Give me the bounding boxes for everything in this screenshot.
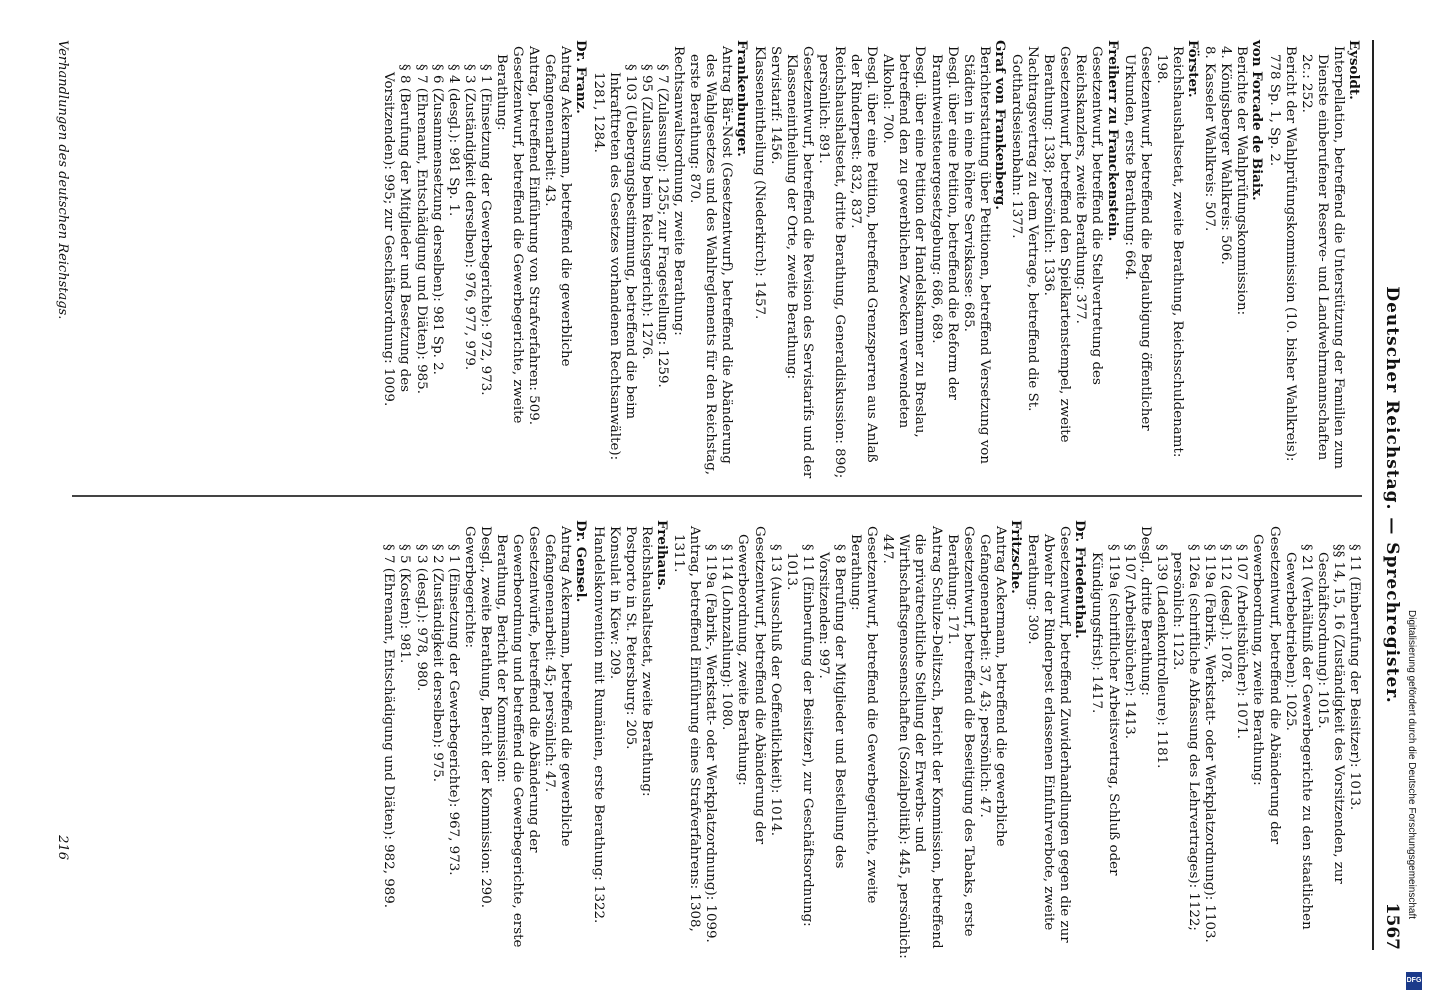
entry-line: Antrag, betreffend Einführung eines Strafverfahrens: 1308, 1311. <box>671 526 703 932</box>
register-entry <box>1088 520 1362 960</box>
entry-line: § 3 (Zuständigkeit derselben): 976, 977, 979. <box>461 64 477 371</box>
entry-line: Rechtsanwaltsordnung, zweite Berathung: <box>671 46 687 336</box>
entry-line: Antrag Ackermann, betreffend die gewerbliche Gefangenenarbeit: 43. <box>542 46 574 367</box>
entry-line: § 139 (Ladenkontrolleure): 1181. <box>1153 544 1169 769</box>
entry-line: Berichte der Wahlprüfungskommission: <box>1234 46 1250 316</box>
speaker-name: Freiherr zu Franckenstein. <box>1104 40 1121 242</box>
entry-line: Gewerbegerichte: <box>461 526 477 649</box>
entry-line: § 103 (Uebergangsbestimmung, betreffend die beim Inkrafttreten des Gesetzes vorhandenen Rechtsanwälte): 1281, 1284. <box>590 64 638 461</box>
funding-note: Digitalisierung gefördert durch die Deutsche Forschungsgemeinschaft <box>1406 610 1417 920</box>
entry-line: § 21 (Verhältniß der Gewerbegerichte zu den staatlichen Gewerbebetrieben): 1025. <box>1282 544 1314 930</box>
register-entry <box>1008 40 1121 480</box>
entry-line: Reichshaushaltsetat, dritte Berathung, Generaldiskussion: 890; persönlich: 891. <box>815 46 847 479</box>
speaker-name: Fritzsche. <box>1008 520 1025 594</box>
entry-line: § 126a (schriftliche Abfassung des Lehrvertrages): 1122; persönlich: 1123. <box>1169 544 1202 931</box>
entry-line: Gesetzentwurf, betreffend Zuwiderhandlungen gegen die zur Abwehr der Rinderpest erlassenen Einfuhrverbote, zweite Berathung: 309. <box>1025 526 1073 943</box>
entry-line: § 1 (Einsetzung der Gewerbegerichte): 967, 973. <box>445 544 461 876</box>
entry-line: Antrag, betreffend Einführung von Strafverfahren: 509. <box>526 46 542 425</box>
entry-line: Postporto in St. Petersburg: 205. <box>622 526 638 750</box>
entry-line: Antrag Ackermann, betreffend die gewerbliche Gefangenenarbeit: 37, 43; persönlich: 47. <box>976 526 1008 847</box>
entry-line: Desgl. über eine Petition, betreffend die Reform der Branntweinsteuergesetzgebung: 686, 689. <box>928 46 960 400</box>
entry-line: Konsulat in Kiew: 209. <box>606 526 622 680</box>
footer-left: Verhandlungen des deutschen Reichstags. <box>55 40 70 320</box>
entry-line: § 6 (Zusammensetzung derselben): 981 Sp. 2. <box>429 64 445 375</box>
entry-line: Gesetzentwurf, betreffend die Beseitigung des Tabaks, erste Berathung: 171. <box>944 526 976 937</box>
entry-line: 4. Königsberger Wahlkreis: 506. <box>1218 46 1234 265</box>
entry-line: § 11 (Einberufung der Beisitzer): 1013. <box>1347 544 1362 811</box>
footer-page-number: 216 <box>55 835 70 860</box>
register-entry <box>1201 40 1265 480</box>
entry-line: § 8 Berufung der Mitglieder und Bestellung des Vorsitzenden: 997. <box>815 544 847 869</box>
page-number: 1567 <box>1382 902 1402 950</box>
entry-line: § 95 (Zulassung beim Reichsgericht): 1276. <box>638 64 654 360</box>
entry-line: § 7 (Ehrenamt, Entschädigung und Diäten): 982, 989. <box>381 544 397 909</box>
entry-line: § 8 (Berufung der Mitglieder und Besetzung des Vorsitzenden): 995; zur Geschäftsordnung: 1009. <box>381 64 413 407</box>
entry-line: Klasseneintheilung (Niederkirch): 1457. <box>751 46 767 320</box>
entry-line: §§ 14, 15, 16 (Zuständigkeit des Vorsitzenden, zur Geschäftsordnung): 1015. <box>1314 544 1346 884</box>
speaker-name: Frankenburger. <box>734 40 751 157</box>
entry-line: Interpellation, betreffend die Unterstützung der Familien zum Dienste einberufener Reserve- und Landwehrmannschaften 2c.: 252. <box>1298 46 1346 469</box>
entry-line: Desgl. über eine Petition, betreffend Grenzsperren aus Anlaß der Rinderpest: 832, 837. <box>848 46 880 463</box>
speaker-name: Eysoldt. <box>1346 40 1362 100</box>
speaker-name: Dr. Gensel. <box>573 520 590 603</box>
page-header <box>1372 40 1402 950</box>
column-divider <box>72 495 1362 497</box>
page-title: Deutscher Reichstag. — Sprechregister. <box>1382 286 1402 704</box>
entry-line: § 5 (Kosten): 981. <box>397 544 413 664</box>
register-entry <box>1121 40 1201 480</box>
entry-line: Bericht der Wahlprüfungskommission (10. bisher Wahlkreis): 778 Sp. 1, Sp. 2. <box>1266 46 1298 462</box>
speaker-name: von Forcade de Biaix. <box>1249 40 1266 201</box>
entry-line: Servistarif: 1456. <box>767 46 783 165</box>
entry-line: Antrag Schulze-Delitzsch, Bericht der Kommission, betreffend die privatrechtliche Stellung der Erwerbs- und Wirthschaftsgenossenschaften (Sozialpolitik): 445, persönlich: 447. <box>880 526 944 959</box>
dfg-logo: DFG <box>1406 972 1422 990</box>
entry-line: § 107 (Arbeitsbücher): 1071. <box>1234 544 1250 740</box>
entry-line: § 13 (Ausschluß der Oeffentlichkeit): 1014. <box>767 544 783 836</box>
right-column <box>380 520 1362 960</box>
entry-line: Gesetzentwurf, betreffend die Stellvertretung des Reichskanzlers, zweite Berathung: 377. <box>1073 46 1105 385</box>
entry-line: Gesetzentwurf, betreffend den Spielkartenstempel, zweite Berathung: 1338; persönlich: 1336. <box>1041 46 1073 443</box>
speaker-name: Dr. Franz. <box>573 40 590 114</box>
entry-line: § 119a (Fabrik-, Werkstatt- oder Werkplatzordnung): 1099. <box>703 544 719 943</box>
entry-line: Antrag Bär-Nost (Gesetzentwurf), betreffend die Abänderung des Wahlgesetzes und des Wahlreglements für den Reichstag, erste Berathung: 870. <box>687 46 735 476</box>
register-entry <box>670 520 1024 960</box>
register-entry <box>1024 520 1088 960</box>
entry-line: Gesetzentwurf, betreffend die Revision des Servistarifs und der Klasseneintheilung der Orte, zweite Berathung: <box>783 46 815 479</box>
entry-line: § 7 (Ehrenamt, Entschädigung und Diäten): 985. <box>413 64 429 394</box>
entry-line: Berichterstattung über Petitionen, betreffend Versetzung von Städten in eine höhere Serviskasse: 685. <box>960 46 992 464</box>
left-column <box>380 40 1362 480</box>
entry-line: Gesetzentwurf, betreffend die Gewerbegerichte, zweite Berathung: <box>494 46 526 424</box>
entry-line: Gesetzentwurf, betreffend die Gewerbegerichte, zweite Berathung: <box>848 526 880 904</box>
register-entry <box>380 40 589 480</box>
register-entry <box>750 40 1008 480</box>
register-entry <box>590 520 670 960</box>
speaker-name: Graf von Frankenberg. <box>991 40 1008 210</box>
speaker-name: Freihaus. <box>653 520 670 591</box>
entry-line: § 3 (desgl.): 978, 980. <box>413 544 429 692</box>
entry-line: § 11 (Einberufung der Beisitzer), zur Geschäftsordnung: 1013. <box>783 544 815 927</box>
speaker-name: Dr. Friedenthal. <box>1072 520 1089 639</box>
entry-line: Desgl., zweite Berathung, Bericht der Kommission: 290. <box>477 526 493 908</box>
entry-line: Gesetzentwurf, betreffend die Abänderung der Gewerbeordnung, zweite Berathung: <box>1250 526 1282 845</box>
header-rule <box>1372 40 1374 950</box>
register-entry <box>590 40 751 480</box>
entry-line: 8. Kasseler Wahlkreis: 507. <box>1202 46 1218 232</box>
entry-line: Gesetzentwurf, betreffend die Abänderung der Gewerbeordnung, zweite Berathung: <box>735 526 767 845</box>
speaker-name: Förster. <box>1185 40 1202 98</box>
entry-line: Gesetzentwurf, betreffend die Beglaubigung öffentlicher Urkunden, erste Berathung: 664. <box>1121 46 1153 431</box>
entry-line: Nachtragsvertrag zu dem Vertrage, betreffend die St. Gotthardseisenbahn: 1377. <box>1009 46 1041 412</box>
entry-line: § 119a (schriftlicher Arbeitsvertrag, Schluß oder Kündigungsfrist): 1417. <box>1089 544 1121 876</box>
register-entry <box>380 520 589 960</box>
entry-line: § 112 (desgl.): 1078. <box>1218 544 1234 683</box>
entry-line: § 1 (Einsetzung der Gewerbegerichte): 972, 973. <box>477 64 493 396</box>
entry-line: Handelskonvention mit Rumänien, erste Berathung: 1322. <box>590 526 606 924</box>
entry-line: Desgl., dritte Berathung: <box>1137 526 1153 696</box>
side-strip <box>1400 0 1432 1000</box>
entry-line: § 7 (Zulassung): 1255; zur Fragestellung: 1259. <box>654 64 670 388</box>
register-entry <box>1265 40 1362 480</box>
entry-line: Reichshaushaltsetat, zweite Berathung: <box>638 526 654 797</box>
entry-line: Antrag Ackermann, betreffend die gewerbliche Gefangenenarbeit: 45; persönlich: 47. <box>542 526 574 847</box>
entry-line: Reichshaushaltsetat, zweite Berathung, Reichsschuldenamt: 198. <box>1153 46 1185 458</box>
entry-line: § 119a (Fabrik-, Werkstatt- oder Werkplatzordnung): 1103. <box>1202 544 1218 943</box>
entry-line: § 4 (desgl.): 981 Sp. 1. <box>445 64 461 217</box>
entry-line: § 107 (Arbeitsbücher): 1413. <box>1121 544 1137 740</box>
entry-line: Gesetzentwürfe, betreffend die Abänderung der Gewerbeordnung und betreffend die Gewerbegerichte, erste Berathung, Bericht der Kommission: <box>494 526 542 948</box>
entry-line: § 2 (Zuständigkeit derselben): 975. <box>429 544 445 783</box>
entry-line: Desgl. über eine Petition der Handelskammer zu Breslau, betreffend den zu gewerblichen Zwecken verwendeten Alkohol: 700. <box>880 46 928 438</box>
entry-line: § 114 (Lohnzahlung): 1080. <box>719 544 735 731</box>
